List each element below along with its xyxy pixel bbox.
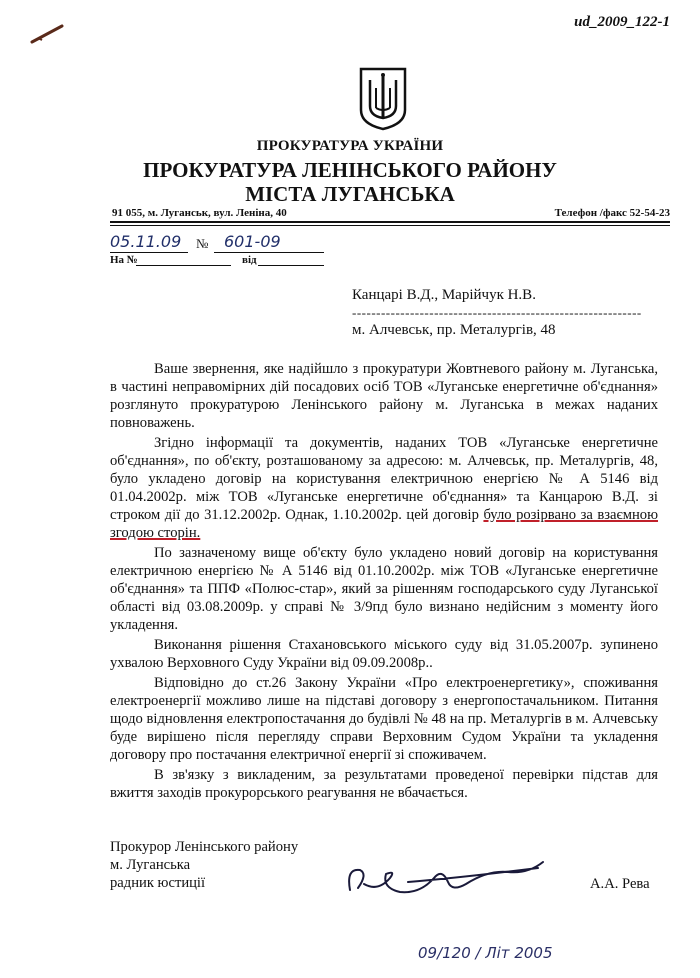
office-phone: Телефон /факс 52-54-23 (554, 207, 670, 219)
signer-name: А.А. Рева (590, 876, 650, 892)
registration-note: 09/120 / Літ 2005 (418, 944, 553, 962)
pen-mark (30, 22, 64, 44)
header-line-2: ПРОКУРАТУРА ЛЕНІНСЬКОГО РАЙОНУ (143, 158, 557, 182)
signatory-title-3: радник юстиції (110, 875, 206, 891)
coat-of-arms-icon (358, 66, 408, 132)
paragraph-1: Ваше звернення, яке надійшло з прокуратури Жовтневого району м. Луганська, в частині неправомірних дій посадових осіб ТОВ «Луганське енергетичне об'єднання» розглянуто прокуратурою Ленінського району м. Луганська в межах наданих повноважень. (110, 361, 658, 431)
number-line (214, 252, 324, 253)
paragraph-3: По зазначеному вище об'єкту було укладено новий договір на користування електричною енергією № А 5146 від 01.10.2002р. між ТОВ «Луганське енергетичне об'єднання» та ППФ «Полюс-стар», який за рішенням господарського суду Луганської області від 03.08.2009р. у справі № 3/9пд було визнано недійсним з моменту його укладення. (110, 545, 658, 633)
paragraph-6: В зв'язку з викладеним, за результатами проведеної перевірки підстав для вжиття заходів прокурорського реагування не вбачається. (110, 767, 658, 801)
addressee-address: м. Алчевськ, пр. Металургів, 48 (352, 322, 556, 338)
addressee-dashes: ------------------------------------------------------------ (352, 305, 642, 320)
reference-number-line (136, 265, 231, 266)
reference-number-label: На № (110, 254, 138, 266)
date-line (110, 252, 188, 253)
paragraph-2-text: Згідно інформації та документів, наданих ТОВ «Луганське енергетичне об'єднання», по об'єкту, розташованому за адресою: м. Алчевськ, пр. Металургів, 48, було укладено договір на користування електричною енергією № А 5146 від 01.04.2002р. між ТОВ «Луганське енергетичне об'єднання» та Канцарою В.Д. зі строком дії до 31.12.2002р. Однак, 1.10.2002р. цей договір (110, 435, 658, 523)
office-address: 91 055, м. Луганськ, вул. Леніна, 40 (112, 207, 287, 219)
outgoing-number: 601-09 (224, 232, 281, 251)
handwritten-signature (338, 848, 578, 908)
signatory-title-1: Прокурор Ленінського району (110, 839, 299, 855)
header-rule-thin (110, 225, 670, 226)
number-sign: № (196, 236, 209, 251)
outgoing-date: 05.11.09 (110, 232, 182, 251)
letter-body (110, 360, 658, 804)
signatory-block (110, 838, 298, 892)
signatory-title-2: м. Луганська (110, 857, 191, 873)
paragraph-4: Виконання рішення Стахановського міського суду від 31.05.2007р. зупинено ухвалою Верховного Суду України від 09.09.2008р.. (110, 637, 658, 671)
header-line-1: ПРОКУРАТУРА УКРАЇНИ (256, 138, 444, 154)
reference-date-label: від (242, 254, 257, 266)
paragraph-2 (110, 434, 658, 542)
reference-date-line (258, 265, 324, 266)
paragraph-2-underlined: було розірвано за взаємною згодою сторін. (110, 507, 659, 541)
header-rule (110, 221, 670, 223)
document-id: ud_2009_122-1 (574, 14, 670, 30)
header-line-3: МІСТА ЛУГАНСЬКА (245, 182, 455, 206)
paragraph-5: Відповідно до ст.26 Закону України «Про електроенергетику», споживання електроенергії можливо лише на підставі договору з енергопостачальником. Питання щодо відновлення електропостачання до будівлі № 48 на пр. Металургів в м. Алчевську буде вирішено після перегляду справи Верховним Судом України та укладення договору про постачання електричної енергії зі споживачем. (110, 675, 658, 763)
addressee-names: Канцарі В.Д., Марійчук Н.В. (352, 287, 536, 303)
